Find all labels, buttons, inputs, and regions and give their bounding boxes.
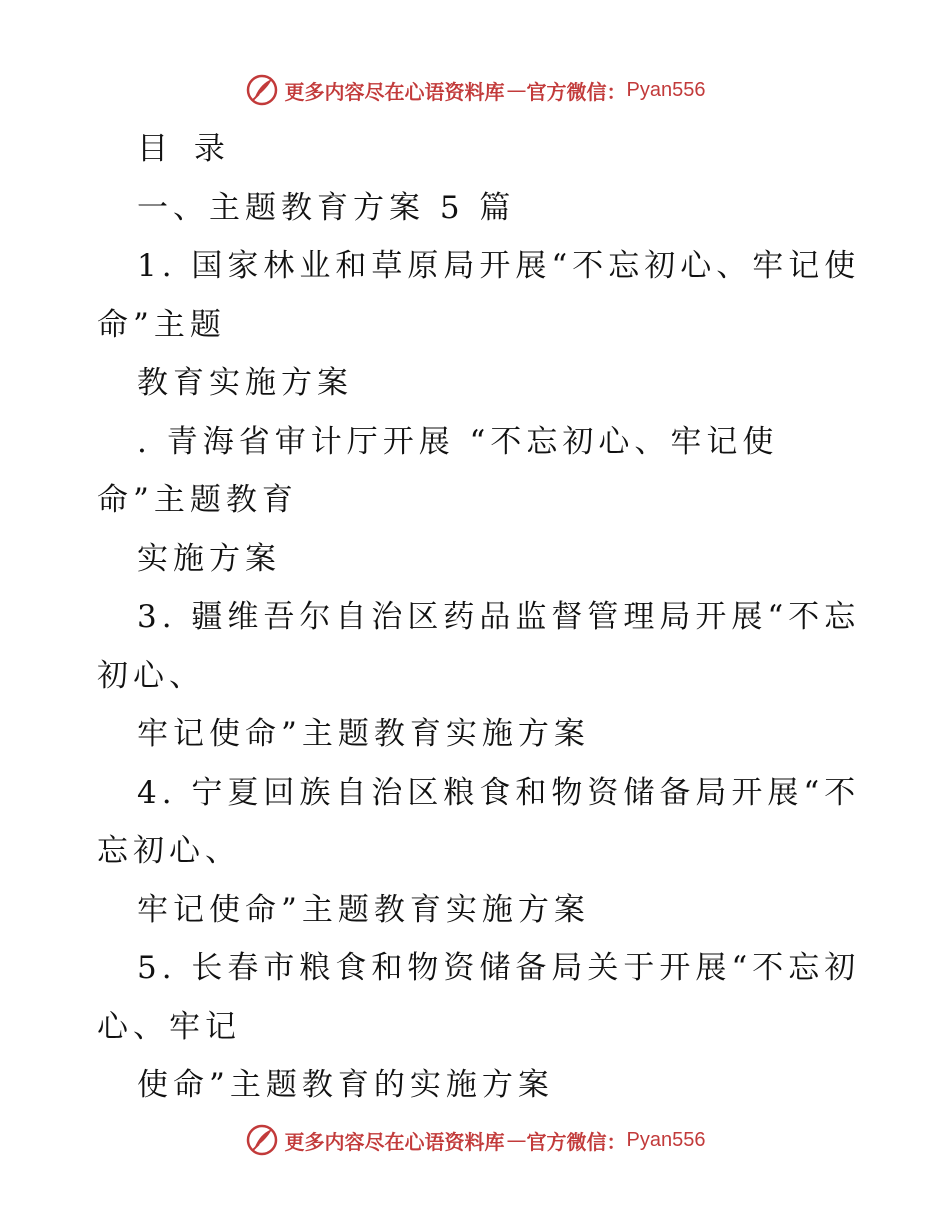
watermark-brand: 更多内容尽在心语资料库 xyxy=(284,1129,505,1154)
toc-line: 4. 宁夏回族自治区粮食和物资储备局开展“不 xyxy=(137,774,861,811)
toc-line: 教育实施方案 xyxy=(137,365,353,401)
toc-line: 使命”主题教育的实施方案 xyxy=(137,1067,554,1103)
watermark-separator: — xyxy=(506,78,525,102)
feather-seal-icon xyxy=(245,1123,279,1157)
toc-line: 实施方案 xyxy=(137,540,281,577)
toc-line: . 青海省审计厅开展 “不忘初心、牢记使 xyxy=(137,423,779,460)
feather-seal-icon xyxy=(245,73,279,107)
watermark-wechat-label: 官方微信： xyxy=(526,1129,627,1154)
toc-line: 3. 疆维吾尔自治区药品监督管理局开展“不忘 xyxy=(137,599,861,635)
toc-line: 牢记使命”主题教育实施方案 xyxy=(137,716,590,752)
toc-line: 5. 长春市粮食和物资储备局关于开展“不忘初 xyxy=(137,950,861,986)
toc-line: 命”主题教育 xyxy=(97,482,298,518)
watermark-wechat-id: Pyan556 xyxy=(626,1128,706,1151)
watermark-wechat-label: 官方微信： xyxy=(526,79,627,104)
table-of-contents xyxy=(97,120,861,1115)
toc-line: 1. 国家林业和草原局开展“不忘初心、牢记使 xyxy=(137,248,861,284)
header-watermark xyxy=(0,70,950,110)
toc-line: 命”主题 xyxy=(97,306,226,343)
toc-line: 牢记使命”主题教育实施方案 xyxy=(137,891,590,928)
toc-heading: 目 录 xyxy=(137,131,233,167)
toc-line: 心、牢记 xyxy=(97,1008,241,1045)
watermark-wechat-id: Pyan556 xyxy=(626,78,706,101)
footer-watermark xyxy=(0,1120,950,1160)
toc-line: 一、主题教育方案 5 篇 xyxy=(137,189,516,226)
toc-line: 忘初心、 xyxy=(97,833,241,869)
watermark-brand: 更多内容尽在心语资料库 xyxy=(284,79,505,104)
toc-line: 初心、 xyxy=(97,657,205,694)
watermark-separator: — xyxy=(506,1128,525,1152)
